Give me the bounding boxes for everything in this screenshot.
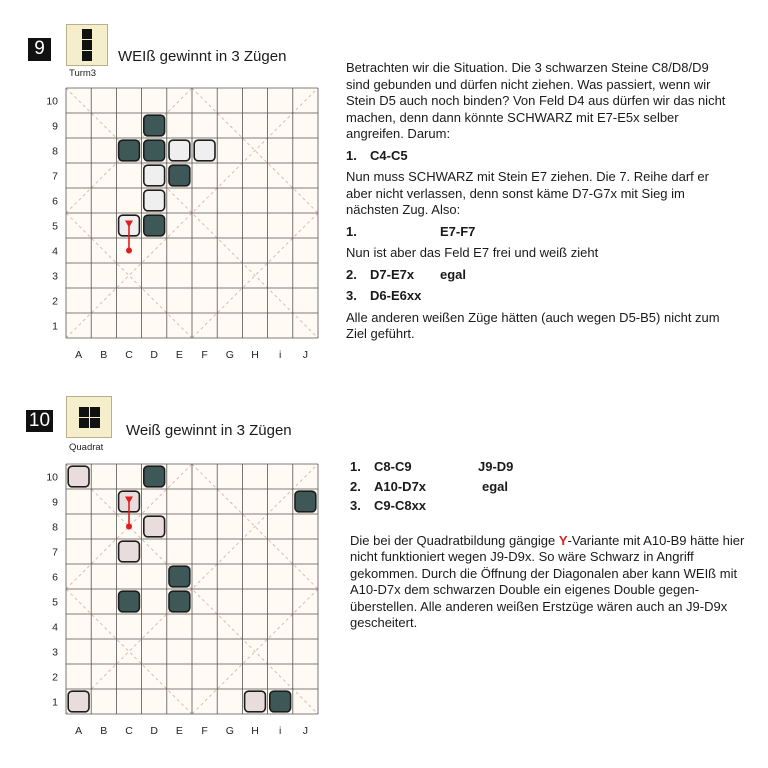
move-number: 1. xyxy=(350,459,361,474)
row-label: 3 xyxy=(52,270,58,283)
black-move: E7-F7 xyxy=(440,223,476,239)
intro-paragraph: Betrachten wir die Situation. Die 3 schwarzen Steine C8/D8/D9 sind gebunden und dürfen nicht ziehen. Was passiert, wenn wir Stein D5 auch noch binden? Von Feld D4 aus dürfen wir das nicht machen, denn dann könnte SCHWARZ mit E7-E5x selber angreifen. Darum: xyxy=(346,60,726,141)
para-post: -Variante mit A10-B9 hätte hier nicht funktioniert wegen J9-D9x. So wäre Schwarz in Angriff gekommen. Durch die Öffnung der Diagonalen aber kann WEIß mit A10-D7x dem schwarzen Double ein eigenes Double gegen-überstellen. Alle anderen weißen Erstzüge wären auch an J9-D9x gescheitert. xyxy=(350,532,745,630)
row-label: 6 xyxy=(52,195,58,208)
row-label: 4 xyxy=(52,621,58,634)
row-label: 5 xyxy=(52,596,58,609)
row-label: 2 xyxy=(52,295,58,308)
para-pre: Die bei der Quadratbildung gängige xyxy=(350,532,559,548)
type-label: Quadrat xyxy=(69,442,104,453)
row-label: 8 xyxy=(52,145,58,158)
row-label: 4 xyxy=(52,245,58,258)
white-move: D7-E7x xyxy=(370,266,415,282)
outro-paragraph: Alle anderen weißen Züge hätten (auch wegen D5-B5) nicht zum Ziel geführt. xyxy=(346,309,720,341)
paragraph-3: Nun ist aber das Feld E7 frei und weiß zieht xyxy=(346,245,599,260)
puzzle-number-badge: 9 xyxy=(28,38,51,61)
white-move: C4-C5 xyxy=(370,147,408,163)
move-number: 1. xyxy=(346,223,357,239)
row-label: 9 xyxy=(52,496,58,509)
column-label: B xyxy=(100,725,108,737)
white-stone[interactable] xyxy=(144,516,165,537)
column-label: B xyxy=(100,349,108,361)
black-stone[interactable] xyxy=(119,140,140,161)
column-label: A xyxy=(75,349,83,361)
column-label: i xyxy=(279,349,282,361)
white-move: D6-E6xx xyxy=(370,288,422,303)
white-move: A10-D7x xyxy=(374,478,427,494)
column-label: F xyxy=(201,725,208,737)
black-stone[interactable] xyxy=(144,466,165,487)
column-label: E xyxy=(175,725,183,737)
white-stone[interactable] xyxy=(169,140,190,161)
move-line-2 xyxy=(350,479,745,496)
black-move: egal xyxy=(482,478,509,494)
move-number: 1. xyxy=(346,147,357,163)
row-label: 3 xyxy=(52,646,58,659)
row-label: 7 xyxy=(52,546,58,559)
row-label: 2 xyxy=(52,671,58,684)
solution-text xyxy=(346,60,726,343)
column-label: C xyxy=(125,349,133,361)
move-line-3 xyxy=(350,498,745,515)
row-label: 1 xyxy=(52,320,58,333)
move-line-2 xyxy=(346,267,726,284)
column-label: H xyxy=(251,725,259,737)
move-line-1 xyxy=(346,148,726,165)
move-line-1b xyxy=(346,224,726,241)
solution-text xyxy=(350,459,745,632)
white-stone[interactable] xyxy=(144,165,165,186)
square-icon xyxy=(66,396,112,438)
black-stone[interactable] xyxy=(144,215,165,236)
column-label: G xyxy=(225,349,234,361)
move-number: 2. xyxy=(346,266,357,282)
move-number: 3. xyxy=(350,498,361,513)
column-label: D xyxy=(150,725,158,737)
explanation-paragraph xyxy=(350,533,745,632)
white-move: C8-C9 xyxy=(374,459,412,474)
row-label: 6 xyxy=(52,571,58,584)
column-label: H xyxy=(251,349,259,361)
black-stone[interactable] xyxy=(169,591,190,612)
black-stone[interactable] xyxy=(169,165,190,186)
column-label: A xyxy=(75,725,83,737)
column-label: G xyxy=(225,725,234,737)
black-stone[interactable] xyxy=(295,491,316,512)
game-board xyxy=(40,460,330,746)
move-number: 2. xyxy=(350,478,361,494)
white-stone[interactable] xyxy=(68,466,89,487)
column-label: C xyxy=(125,725,133,737)
move-line-1 xyxy=(350,459,745,476)
y-variant-letter: Y xyxy=(558,532,568,548)
white-stone[interactable] xyxy=(144,190,165,211)
black-stone[interactable] xyxy=(144,140,165,161)
move-number: 3. xyxy=(346,288,357,303)
white-stone[interactable] xyxy=(68,691,89,712)
black-move: egal xyxy=(440,266,467,282)
white-stone[interactable] xyxy=(119,541,140,562)
move-line-3 xyxy=(346,288,726,305)
column-label: E xyxy=(175,349,183,361)
column-label: D xyxy=(150,349,158,361)
row-label: 1 xyxy=(52,696,58,709)
row-label: 10 xyxy=(46,471,58,484)
type-label: Turm3 xyxy=(69,68,97,79)
row-label: 7 xyxy=(52,170,58,183)
row-label: 8 xyxy=(52,521,58,534)
white-stone[interactable] xyxy=(245,691,266,712)
column-label: i xyxy=(279,725,282,737)
row-label: 10 xyxy=(46,95,58,108)
puzzle-title: Weiß gewinnt in 3 Zügen xyxy=(126,422,292,439)
row-label: 9 xyxy=(52,120,58,133)
black-stone[interactable] xyxy=(169,566,190,587)
black-stone[interactable] xyxy=(119,591,140,612)
tower-icon xyxy=(66,24,108,66)
paragraph-2: Nun muss SCHWARZ mit Stein E7 ziehen. Die 7. Reihe darf er aber nicht verlassen, denn sonst käme D7-G7x mit Sieg im nächsten Zug. Also: xyxy=(346,169,709,217)
puzzle-title: WEIß gewinnt in 3 Zügen xyxy=(118,48,287,65)
column-label: F xyxy=(201,349,208,361)
puzzle-number-badge: 10 xyxy=(26,410,53,432)
white-move: C9-C8xx xyxy=(374,498,427,513)
black-move: J9-D9 xyxy=(478,459,514,474)
white-stone[interactable] xyxy=(194,140,215,161)
row-label: 5 xyxy=(52,220,58,233)
puzzle-10 xyxy=(0,384,768,768)
column-label: J xyxy=(302,725,309,737)
game-board xyxy=(40,84,330,370)
column-label: J xyxy=(302,349,309,361)
black-stone[interactable] xyxy=(270,691,291,712)
black-stone[interactable] xyxy=(144,115,165,136)
